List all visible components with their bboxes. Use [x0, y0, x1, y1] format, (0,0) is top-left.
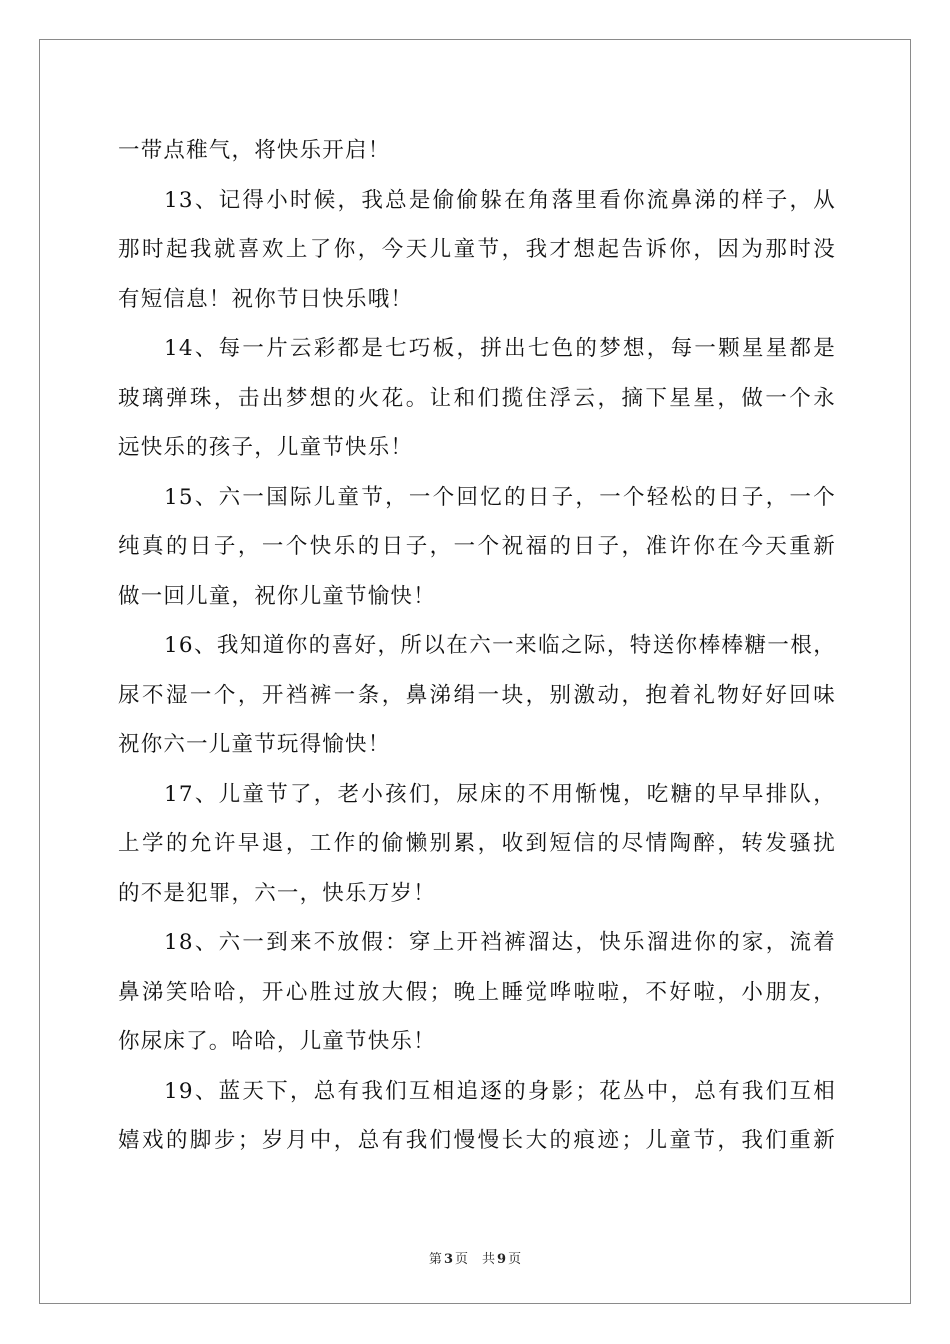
text-line: 嬉戏的脚步；岁月中，总有我们慢慢长大的痕迹；儿童节，我们重新 — [118, 1128, 836, 1153]
text-line: 玻璃弹珠，击出梦想的火花。让和们揽住浮云，摘下星星，做一个永 — [118, 385, 836, 411]
total-suffix: 页 — [508, 1252, 522, 1267]
page-number: 3 — [443, 1252, 453, 1267]
text-line: 纯真的日子，一个快乐的日子，一个祝福的日子，准许你在今天重新 — [118, 534, 836, 559]
page-prefix: 第 — [428, 1252, 442, 1267]
text-line: 做一回儿童，祝你儿童节愉快！ — [118, 583, 436, 609]
text-line: 鼻涕笑哈哈，开心胜过放大假；晚上睡觉哗啦啦，不好啦，小朋友， — [118, 979, 836, 1005]
total-pages: 9 — [497, 1252, 507, 1267]
text-line: 18、六一到来不放假：穿上开裆裤溜达，快乐溜进你的家，流着 — [164, 930, 836, 955]
document-body — [118, 126, 836, 1166]
text-line: 有短信息！祝你节日快乐哦！ — [118, 286, 414, 312]
total-prefix: 共 — [482, 1252, 496, 1267]
text-line: 祝你六一儿童节玩得愉快！ — [118, 732, 391, 757]
text-line: 上学的允许早退，工作的偷懒别累，收到短信的尽情陶醉，转发骚扰 — [118, 831, 836, 856]
text-line: 那时起我就喜欢上了你，今天儿童节，我才想起告诉你，因为那时没 — [118, 237, 836, 262]
text-line: 你尿床了。哈哈，儿童节快乐！ — [118, 1029, 436, 1054]
text-line: 远快乐的孩子，儿童节快乐！ — [118, 435, 414, 460]
text-line: 14、每一片云彩都是七巧板，拼出七色的梦想，每一颗星星都是 — [164, 336, 836, 361]
text-line: 的不是犯罪，六一，快乐万岁！ — [118, 880, 436, 906]
text-line: 19、蓝天下，总有我们互相追逐的身影；花丛中，总有我们互相 — [164, 1078, 836, 1104]
text-line: 一带点稚气，将快乐开启！ — [118, 138, 391, 163]
text-line: 16、我知道你的喜好，所以在六一来临之际，特送你棒棒糖一根， — [164, 633, 836, 658]
text-line: 尿不湿一个，开裆裤一条，鼻涕绢一块，别激动，抱着礼物好好回味 — [118, 682, 836, 708]
text-line: 13、记得小时候，我总是偷偷躲在角落里看你流鼻涕的样子，从 — [164, 187, 836, 213]
text-line: 15、六一国际儿童节，一个回忆的日子，一个轻松的日子，一个 — [164, 484, 836, 510]
page-suffix: 页 — [454, 1252, 468, 1267]
text-line: 17、儿童节了，老小孩们，尿床的不用惭愧，吃糖的早早排队， — [164, 781, 836, 807]
page-footer — [0, 1248, 950, 1267]
